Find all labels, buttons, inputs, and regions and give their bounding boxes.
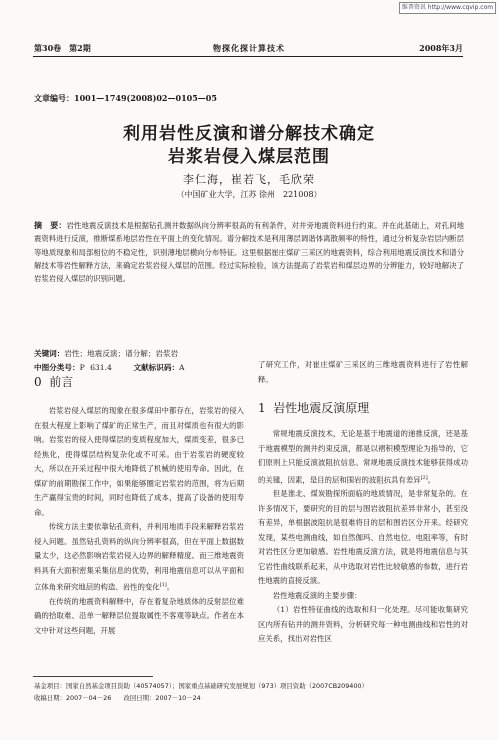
abstract-text: 岩性地震反演技术是根据钻孔测井数据纵向分辨率很高的有利条件，对井旁地震资料进行约束。并在此基础上，对孔间地震资料进行反演，推断煤系地层岩性在平面上的变化情况。谱分解技术是利用薄层调谐体离散频率的特性，通过分析复杂岩层内断层等地质现象和局部相位的不稳定性，识别薄地层横向分布特征。这里根据崔庄煤矿三采区的地震资料，综合利用地震反演技术和谱分解技术等岩性解释方法，来确定岩浆岩侵入煤层的范围。经过实际检验，该方法提高了岩浆岩和煤层边界的分辨能力，较好地解决了岩浆岩侵入煤层的识别问题。 [34, 221, 464, 284]
clc-value: P 631.4 [79, 363, 112, 372]
abstract-label: 摘 要： [34, 221, 67, 230]
keywords [34, 348, 178, 359]
right-paragraph-4: （1）岩性特征曲线的选取和归一化处理。尽可能收集研究区内所有钻井的测井资料，分析研究每一种电测曲线和岩性的对应关系，找出对岩性区 [258, 605, 468, 644]
doc-code-label: 文献标识码： [133, 363, 180, 372]
header-rule [33, 56, 463, 57]
keywords-label: 关键词： [34, 349, 65, 358]
left-paragraph-2-text: 传统方法主要依靠钻孔资料，并利用地质手段来解释岩浆岩侵入问题。虽然钻孔资料的纵向分辨率很高，但在平面上数据数量太少，这必然影响岩浆岩侵入边界的解释精度。而三维地震资料具有大面积密集采集信息的优势，利用地震信息可以从平面和立体角来研究地层的构造、岩性的变化 [34, 522, 244, 592]
right-paragraph-1-end: 。 [427, 474, 436, 484]
right-paragraph-2: 但是淮北、煤炭勘探所面临的地质情况，是非常复杂的。在许多情况下，要研究的目的层与围岩波阻抗差异非常小，甚至没有差异，单根据波阻抗是很难将目的层和围岩区分开来。经研究发现，某些电测曲线，如自然伽玛、自然电位、电阻率等，有时对岩性区分更加敏感。岩性地震反演方法，就是将地震信息与其它岩性曲线联系起来，从中选取对岩性比较敏感的参数，进行岩性地震的直接反演。 [258, 489, 468, 586]
abstract [34, 219, 464, 285]
title-line-1: 利用岩性反演和谱分解技术确定 [123, 124, 375, 144]
citation-1: [1] [159, 582, 167, 588]
section-0-title: 前言 [49, 375, 74, 389]
right-continuation-text: 了研究工作，对崔庄煤矿三采区的三维地震资料进行了岩性解释。 [258, 360, 468, 384]
right-column-top [258, 358, 468, 387]
left-paragraph-3: 在传统的地震资料解释中，存在着复杂地质体的反射层位难确的拾取难、沿单一解释层位提取属性不客观等缺点。作者在本文中针对这些问题，开展 [34, 596, 244, 635]
title-line-2: 岩浆岩侵入煤层范围 [168, 147, 330, 167]
left-paragraph-2-end: 。 [166, 582, 175, 592]
left-column [34, 404, 244, 638]
revised-date: 改回日期：2007－10－24 [123, 694, 201, 702]
journal-name: 物探化探计算技术 [213, 43, 285, 53]
authors: 李仁海，崔若飞，毛欣荣 [183, 173, 315, 186]
section-1-number: 1 [258, 401, 266, 415]
section-0-heading [34, 373, 73, 390]
doc-code-value: A [179, 363, 185, 372]
footnote-dates [34, 693, 201, 702]
keywords-text: 岩性；地震反演；谱分解；岩浆岩 [64, 349, 179, 358]
received-date: 收稿日期：2007－04－26 [34, 694, 112, 702]
right-paragraph-1-text: 常规地震反演技术，无论是基于地震道的递推反演，还是基于地震模型的测井约束反演，都是以褶积模型理论为指导的，它们原则上只能反演波阻抗信息。常规地震反演技术能够获得成功的关键，因素，是目的层和围岩的波阻抗具有差异 [258, 429, 468, 484]
right-paragraph-1 [258, 427, 468, 487]
journal-date: 2008年3月 [419, 43, 463, 53]
right-column [258, 427, 468, 647]
watermark: 维普资讯 http://www.cqvip.com [399, 2, 496, 14]
left-paragraph-2 [34, 520, 244, 595]
left-paragraph-1: 岩浆岩侵入煤层的现象在很多煤田中都存在，岩浆岩的侵入在很大程度上影响了煤矿的正常生产，而且对煤质也有很大的影响。岩浆岩的侵入使得煤层的变质程度加大，煤质变差，很多已经焦化，使得煤层结构复杂化或不可采。由于岩浆岩的硬度较大，所以在开采过程中很大地降低了机械的使用寿命。因此，在煤矿的前期勘探工作中，如果能够圈定岩浆岩的范围，将为后期生产赢得宝贵的时间，同时也降低了成本，提高了设备的使用寿命。 [34, 406, 244, 517]
footnote-fund: 基金项目：国家自然基金项目资助（40574057）；国家重点基础研究发展规划（973）项目资助（2007CB209400） [34, 682, 368, 690]
footnote-rule [33, 676, 153, 677]
section-0-number: 0 [34, 375, 42, 389]
section-1-heading [258, 399, 369, 416]
article-number: 文章编号：1001—1749(2008)02—0105—05 [34, 93, 217, 103]
classification [34, 362, 185, 373]
affiliation: （中国矿业大学，江苏 徐州 221008） [176, 190, 322, 199]
citation-2: [2] [420, 474, 428, 481]
clc-label: 中图分类号： [34, 363, 80, 372]
right-paragraph-3: 岩性地震反演的主要步骤： [272, 590, 362, 600]
section-1-title: 岩性地震反演原理 [273, 401, 370, 415]
journal-volume: 第30卷 第2期 [34, 43, 91, 53]
